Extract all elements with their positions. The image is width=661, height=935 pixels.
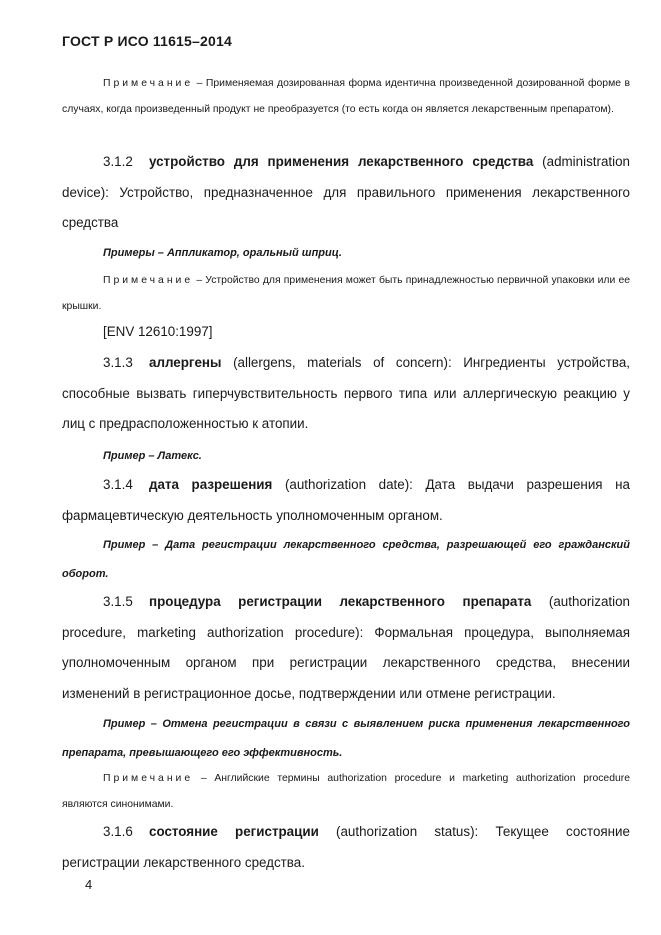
document-header: ГОСТ Р ИСО 11615–2014 [62, 33, 232, 49]
term-number: 3.1.5 [103, 594, 133, 609]
example-3-1-5: Пример – Отмена регистрации в связи с выявлением риска применения лекарственного препарата, превышающего его эффективность. [62, 718, 630, 759]
note-label: Примечание [103, 773, 194, 784]
note-label: Примечание [103, 275, 194, 286]
term-name: аллергены [149, 355, 222, 370]
term-3-1-5 [62, 587, 630, 709]
term-number: 3.1.6 [103, 824, 133, 839]
note-administration-device [62, 268, 630, 320]
term-name: устройство для применения лекарственного средства [149, 154, 534, 169]
term-3-1-2 [62, 147, 630, 239]
example-3-1-2: Примеры – Аппликатор, оральный шприц. [103, 247, 342, 259]
term-definition: (administration device): Устройство, предназначенное для правильного применения лекарственного средства [62, 154, 630, 230]
term-definition: (allergens, materials of concern): Ингредиенты устройства, способные вызвать гиперчувствительность первого типа или аллергическую реакцию у лиц с предрасположенностью к атопии. [62, 355, 630, 431]
term-definition: (authorization date): Дата выдачи разрешения на фармацевтическую деятельность уполномоченным органом. [62, 477, 630, 523]
example-3-1-3: Пример – Латекс. [103, 450, 202, 462]
term-number: 3.1.4 [103, 477, 133, 492]
note-label: Примечание [103, 78, 194, 89]
term-name: процедура регистрации лекарственного препарата [149, 594, 532, 609]
term-number: 3.1.2 [103, 154, 133, 169]
reference-env: [ENV 12610:1997] [103, 324, 213, 339]
term-3-1-6 [62, 817, 630, 878]
page-number: 4 [85, 877, 93, 892]
term-definition: (authorization status): Текущее состояние регистрации лекарственного средства. [62, 824, 630, 870]
note-authorization-procedure [62, 766, 630, 818]
term-3-1-4 [62, 470, 630, 531]
example-3-1-4: Пример – Дата регистрации лекарственного средства, разрешающей его гражданский оборот. [62, 539, 630, 580]
note-text: – Применяемая дозированная форма идентична произведенной дозированной форме в случаях, когда произведенный продукт не преобразуется (то есть когда он является лекарственным препаратом). [62, 78, 630, 115]
term-name: состояние регистрации [149, 824, 319, 839]
term-number: 3.1.3 [103, 355, 133, 370]
note-administration-form [62, 71, 630, 123]
note-text: – Английские термины authorization procedure и marketing authorization procedure являются синонимами. [62, 773, 630, 810]
term-name: дата разрешения [149, 477, 273, 492]
note-text: – Устройство для применения может быть принадлежностью первичной упаковки или ее крышки. [62, 275, 630, 312]
term-3-1-3 [62, 348, 630, 440]
term-definition: (authorization procedure, marketing authorization procedure): Формальная процедура, выполняемая уполномоченным органом при регистрации лекарственного средства, внесении изменений в регистрационное досье, подтверждении или отмене регистрации. [62, 594, 631, 701]
